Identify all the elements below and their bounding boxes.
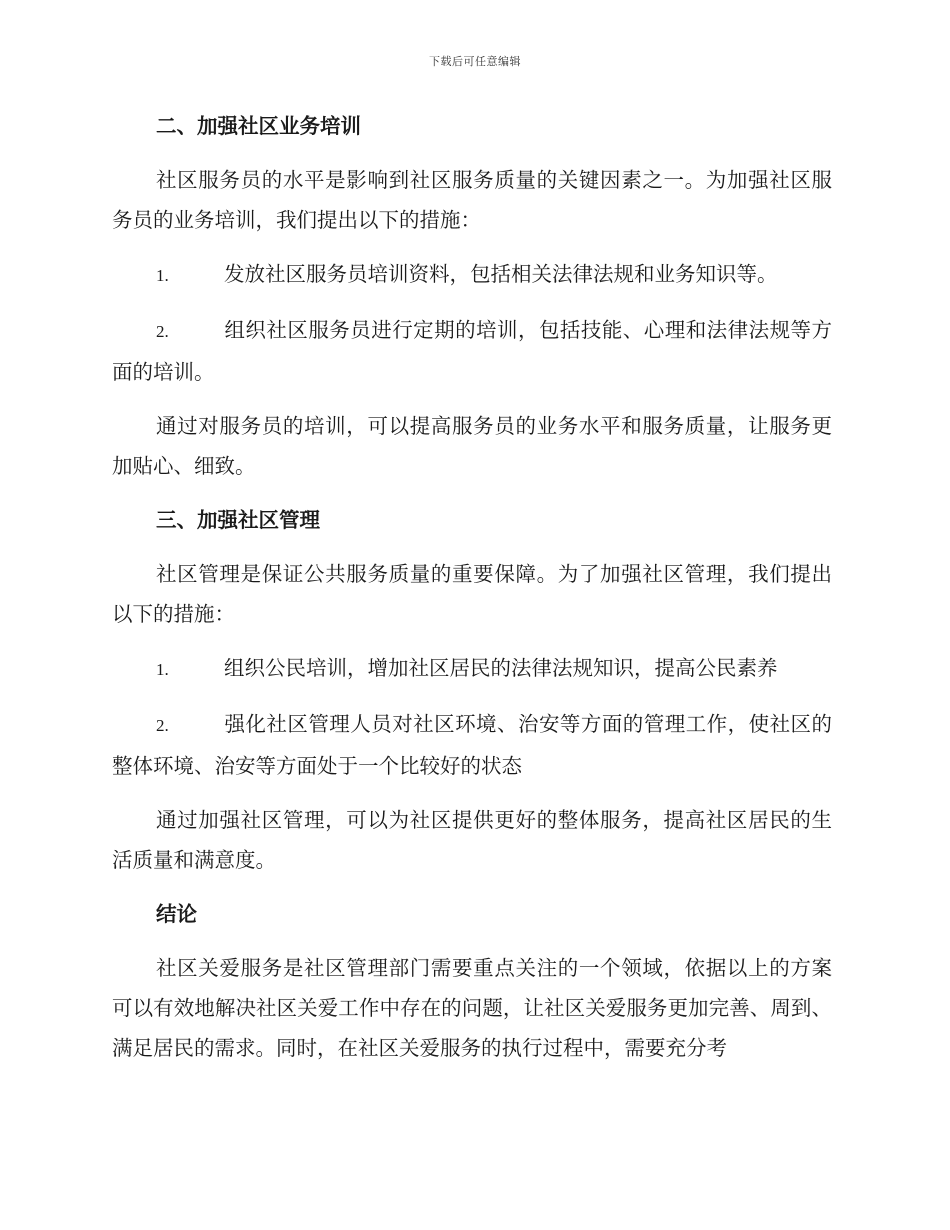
list-item-number: 1. [156,266,169,285]
section-intro-training: 社区服务员的水平是影响到社区服务质量的关键因素之一。为加强社区服务员的业务培训，我们提出以下的措施： [112,168,832,232]
list-item-text: 组织社区服务员进行定期的培训，包括技能、心理和法律法规等方面的培训。 [112,318,832,384]
list-item-number: 1. [156,660,169,679]
list-item-text: 组织公民培训，增加社区居民的法律法规知识，提高公民素养 [224,656,778,680]
list-item-number: 2. [156,322,169,341]
document-body [112,106,832,1082]
section-intro-management: 社区管理是保证公共服务质量的重要保障。为了加强社区管理，我们提出以下的措施： [112,562,832,626]
list-item [112,310,832,392]
section-heading-training: 二、加强社区业务培训 [156,114,361,138]
list-item [112,254,832,296]
section-heading-management: 三、加强社区管理 [156,508,320,532]
list-item [112,704,832,786]
section-intro-conclusion: 社区关爱服务是社区管理部门需要重点关注的一个领域，依据以上的方案可以有效地解决社区关爱工作中存在的问题，让社区关爱服务更加完善、周到、满足居民的需求。同时，在社区关爱服务的执行过程中，需要充分考 [112,956,832,1060]
list-item-number: 2. [156,716,169,735]
section-outro-management: 通过加强社区管理，可以为社区提供更好的整体服务，提高社区居民的生活质量和满意度。 [112,808,832,872]
list-item-text: 发放社区服务员培训资料，包括相关法律法规和业务知识等。 [224,262,778,286]
list-item-text: 强化社区管理人员对社区环境、治安等方面的管理工作，使社区的整体环境、治安等方面处于一个比较好的状态 [112,712,832,778]
section-heading-conclusion: 结论 [156,902,197,926]
section-outro-training: 通过对服务员的培训，可以提高服务员的业务水平和服务质量，让服务更加贴心、细致。 [112,414,832,478]
page-header: 下载后可任意编辑 [429,55,521,68]
list-item [112,648,832,690]
